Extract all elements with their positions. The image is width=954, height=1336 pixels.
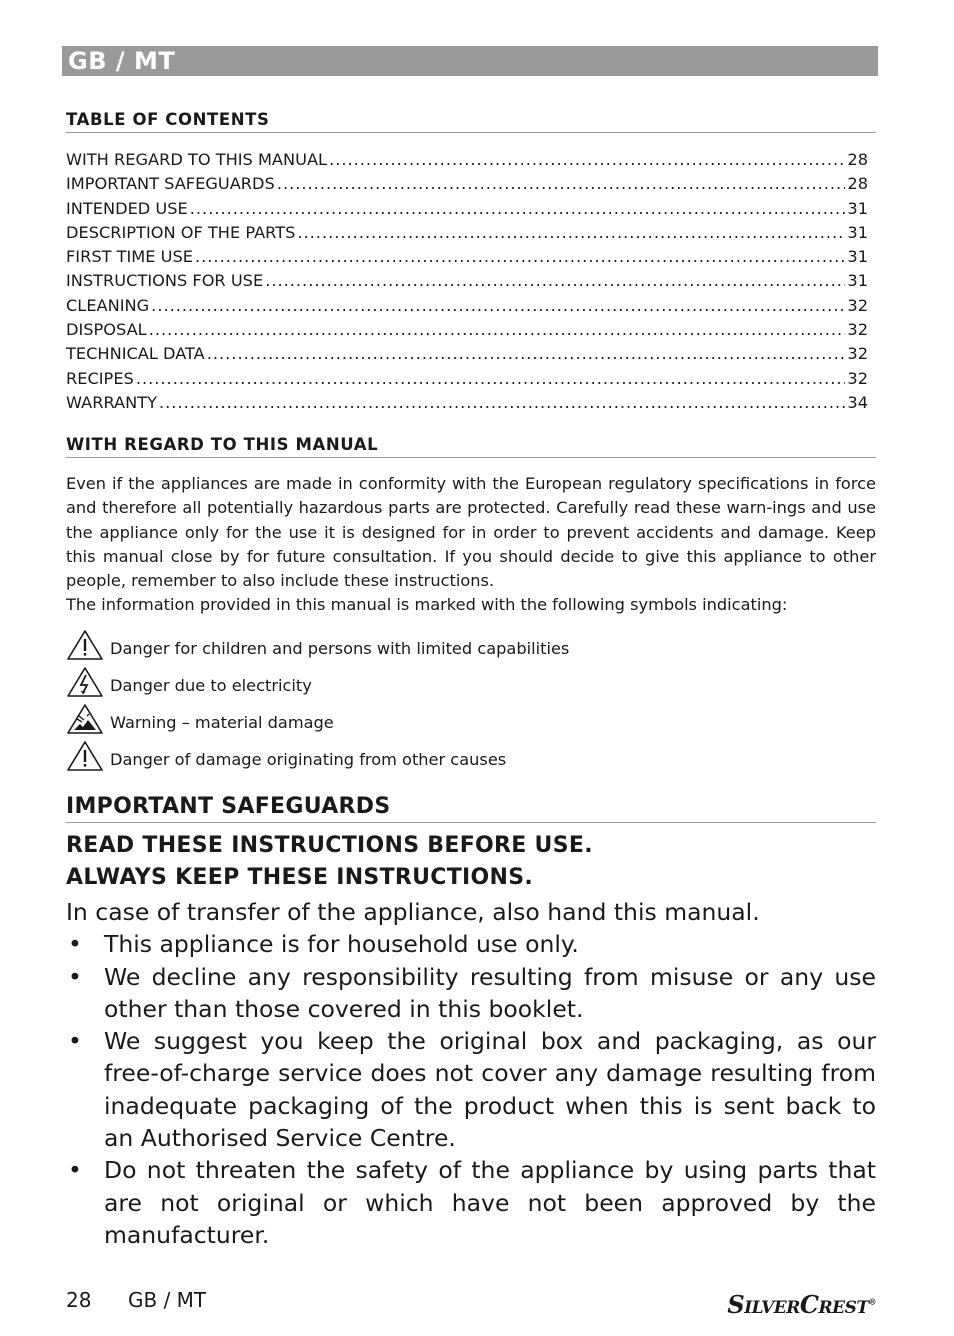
toc-leader (151, 294, 845, 318)
safeguards-intro: In case of transfer of the appliance, also hand this manual. (66, 898, 760, 926)
toc-entry[interactable] (66, 245, 868, 269)
list-item (66, 961, 876, 1026)
toc-entry-title: IMPORTANT SAFEGUARDS (66, 174, 275, 194)
toc-leader (195, 245, 845, 269)
manual-paragraph: Even if the appliances are made in conformity with the European regulatory specifications in force and therefore all potentially hazardous parts are protected. Carefully read these warn-ings and use the appliance only for the use it is designed for in order to prevent accidents and damage. Keep this manual close by for future consultation. If you should decide to give this appliance to other people, remember to also include these instructions. (66, 474, 876, 591)
toc-entry[interactable] (66, 269, 868, 293)
toc-entry-page: 31 (847, 222, 868, 242)
toc-entry-title: TECHNICAL DATA (66, 344, 205, 364)
page-footer (66, 1288, 876, 1319)
toc-leader (136, 367, 846, 391)
language-header-bar: GB / MT (62, 46, 878, 76)
toc-entry[interactable] (66, 172, 868, 196)
footer-language: GB / MT (128, 1288, 207, 1312)
toc-entry-title: INTENDED USE (66, 198, 188, 218)
toc-leader (265, 269, 845, 293)
list-item (66, 1154, 876, 1251)
toc-entry-title: FIRST TIME USE (66, 247, 193, 267)
read-line-1: READ THESE INSTRUCTIONS BEFORE USE. (66, 833, 593, 858)
toc-entry-page: 32 (847, 344, 868, 364)
logo-letter: C (799, 1290, 819, 1319)
symbol-legend-item (66, 698, 876, 735)
toc-entry-page: 31 (847, 247, 868, 267)
toc-entry[interactable] (66, 294, 868, 318)
toc-entry-title: INSTRUCTIONS FOR USE (66, 271, 264, 291)
symbol-legend-item (66, 624, 876, 661)
logo-letters: ILVER (744, 1298, 800, 1318)
warning-exclamation-icon (66, 740, 104, 772)
toc-entry[interactable] (66, 148, 868, 172)
toc-entry-title: WITH REGARD TO THIS MANUAL (66, 150, 328, 169)
toc-entry-page: 32 (847, 295, 868, 315)
toc-entry-page: 32 (847, 320, 868, 340)
symbol-label: Warning – material damage (110, 713, 334, 732)
toc-entry-title: CLEANING (66, 295, 150, 315)
toc-leader (149, 318, 846, 342)
toc-entry[interactable] (66, 197, 868, 221)
toc-leader (190, 197, 846, 221)
toc-entry[interactable] (66, 221, 868, 245)
toc-entry-page: 28 (847, 150, 868, 169)
toc-leader (159, 391, 845, 415)
logo-letter: S (727, 1290, 745, 1319)
symbol-label: Danger due to electricity (110, 676, 312, 695)
symbol-legend-item (66, 735, 876, 772)
bullet-glyph: • (68, 1156, 82, 1185)
toc-entry[interactable] (66, 367, 868, 391)
page-number: 28 (66, 1288, 92, 1312)
list-item (66, 928, 876, 960)
list-item-text: We decline any responsibility resulting from misuse or any use other than those covered in this booklet. (104, 962, 876, 1023)
symbol-legend (66, 624, 876, 772)
symbol-label: Danger of damage originating from other causes (110, 750, 507, 769)
toc-entry-title: DESCRIPTION OF THE PARTS (66, 222, 296, 242)
table-of-contents (66, 148, 868, 415)
toc-entry[interactable] (66, 318, 868, 342)
toc-leader (329, 148, 845, 172)
electric-hazard-icon (66, 666, 104, 698)
list-item-text: We suggest you keep the original box and packaging, as our free-of-charge service does not cover any damage resulting from inadequate packaging of the product when this is sent back to an Authorised Service Centre. (104, 1027, 876, 1153)
toc-leader (207, 342, 846, 366)
toc-entry-page: 28 (847, 174, 868, 194)
list-item-text: This appliance is for household use only. (104, 930, 579, 959)
safeguards-body (66, 896, 876, 1251)
toc-entry-page: 31 (847, 271, 868, 291)
list-item-text: Do not threaten the safety of the appliance by using parts that are not original or which have not been approved by the manufacturer. (104, 1156, 876, 1249)
symbol-label: Danger for children and persons with limited capabilities (110, 639, 570, 658)
warning-exclamation-icon (66, 629, 104, 661)
toc-entry-title: WARRANTY (66, 392, 157, 412)
toc-entry[interactable] (66, 342, 868, 366)
symbols-intro: The information provided in this manual is marked with the following symbols indicating: (66, 595, 788, 615)
bullet-glyph: • (68, 1027, 82, 1056)
manual-section-body (66, 472, 876, 618)
safeguards-list (66, 928, 876, 1251)
registered-mark: ® (868, 1296, 876, 1307)
bullet-glyph: • (68, 930, 82, 959)
symbol-legend-item (66, 661, 876, 698)
toc-entry-page: 32 (847, 368, 868, 388)
toc-entry-title: RECIPES (66, 368, 134, 388)
logo-letters: REST (818, 1298, 869, 1318)
toc-entry-title: DISPOSAL (66, 320, 147, 340)
toc-entry-page: 31 (847, 198, 868, 218)
list-item (66, 1025, 876, 1154)
manual-section-heading: WITH REGARD TO THIS MANUAL (66, 435, 876, 458)
read-line-2: ALWAYS KEEP THESE INSTRUCTIONS. (66, 865, 534, 890)
toc-entry-page: 34 (847, 392, 868, 412)
read-instructions-heading (66, 830, 876, 894)
toc-heading: TABLE OF CONTENTS (66, 110, 876, 133)
toc-leader (297, 221, 845, 245)
brand-logo (727, 1290, 876, 1319)
bullet-glyph: • (68, 962, 82, 991)
toc-entry[interactable] (66, 391, 868, 415)
toc-leader (277, 172, 846, 196)
material-damage-icon (66, 703, 104, 735)
safeguards-heading: IMPORTANT SAFEGUARDS (66, 794, 876, 823)
